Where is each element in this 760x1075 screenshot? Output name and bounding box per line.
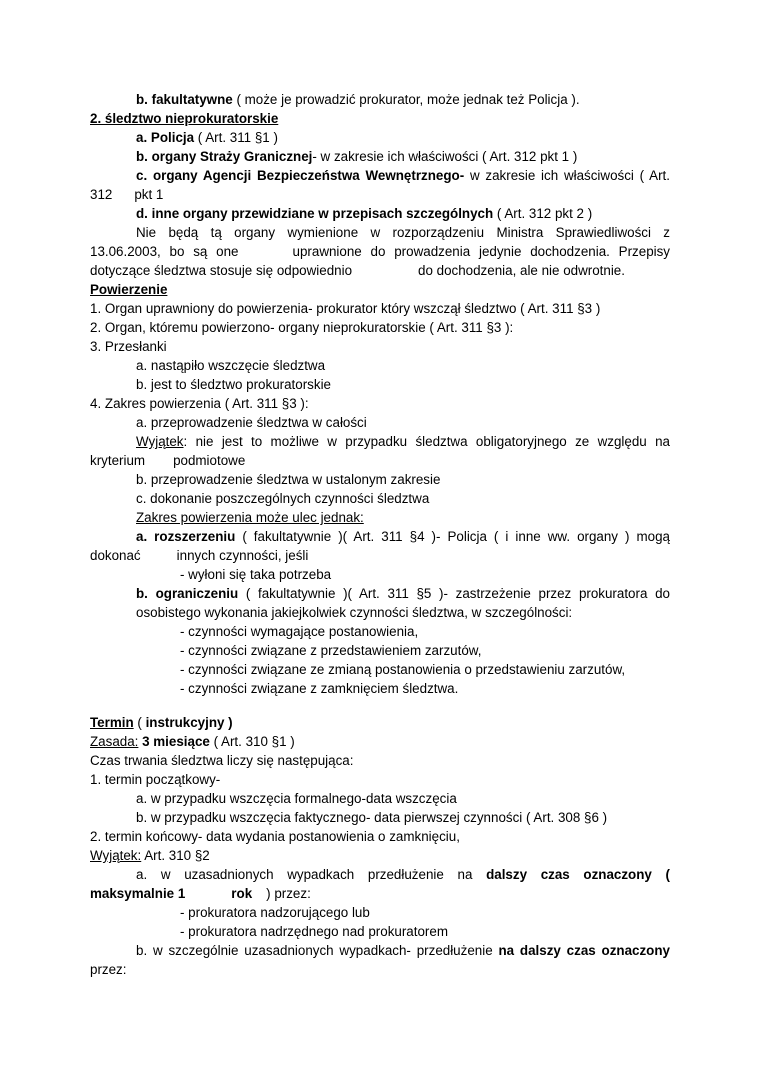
section-heading: 2. śledztwo nieprokuratorskie [90, 111, 279, 126]
text-line: dokonać innych czynności, jeśli [90, 548, 309, 563]
text-line: dotyczące śledztwa stosuje się odpowiednio do dochodzenia, ale nie odwrotnie. [90, 263, 625, 278]
text-line: 1. termin początkowy- [90, 772, 221, 787]
text-line: a. Policja ( Art. 311 §1 ) [136, 130, 278, 145]
text-line: a. nastąpiło wszczęcie śledztwa [136, 358, 326, 373]
text-line: d. inne organy przewidziane w przepisach szczególnych ( Art. 312 pkt 2 ) [136, 206, 593, 221]
text-line: c. dokonanie poszczególnych czynności śledztwa [136, 491, 430, 506]
text-line: Wyjątek: nie jest to możliwe w przypadku śledztwa obligatoryjnego ze względu na [136, 434, 670, 449]
text-line: b. jest to śledztwo prokuratorskie [136, 377, 331, 392]
list-item: - prokuratora nadrzędnego nad prokuratorem [180, 924, 448, 939]
text-line: Wyjątek: Art. 310 §2 [90, 848, 210, 863]
text-line: Nie będą tą organy wymienione w rozporządzeniu Ministra Sprawiedliwości z [136, 225, 670, 240]
list-item: - czynności wymagające postanowienia, [180, 624, 419, 639]
text-line: a. w przypadku wszczęcia formalnego-data wszczęcia [136, 791, 457, 806]
section-heading: Powierzenie [90, 282, 168, 297]
text-line: b. organy Straży Granicznej- w zakresie ich właściwości ( Art. 312 pkt 1 ) [136, 149, 578, 164]
text-line: Zakres powierzenia może ulec jednak: [136, 510, 364, 525]
text-line: 1. Organ uprawniony do powierzenia- prokurator który wszczął śledztwo ( Art. 311 §3 ) [90, 301, 601, 316]
text-line: b. ograniczeniu ( fakultatywnie )( Art. 311 §5 )- zastrzeżenie przez prokuratora do [136, 586, 670, 601]
text-line: 312 pkt 1 [90, 187, 164, 202]
text-line: przez: [90, 962, 127, 977]
text-line: b. przeprowadzenie śledztwa w ustalonym zakresie [136, 472, 441, 487]
text-line: osobistego wykonania jakiejkolwiek czynności śledztwa, w szczególności: [136, 605, 573, 620]
text-line: 13.06.2003, bo są one uprawnione do prowadzenia jedynie dochodzenia. Przepisy [90, 244, 671, 259]
text-line: Zasada: 3 miesiące ( Art. 310 §1 ) [90, 734, 295, 749]
text-line: 2. Organ, któremu powierzono- organy nieprokuratorskie ( Art. 311 §3 ): [90, 320, 514, 335]
section-heading: Termin ( instrukcyjny ) [90, 715, 233, 730]
text-line: 3. Przesłanki [90, 339, 167, 354]
text-line: b. fakultatywne ( może je prowadzić prokurator, może jednak też Policja ). [136, 92, 580, 107]
text-line: Czas trwania śledztwa liczy się następująca: [90, 753, 354, 768]
list-item: - czynności związane ze zmianą postanowienia o przedstawieniu zarzutów, [180, 662, 626, 677]
text-line: kryterium podmiotowe [90, 453, 246, 468]
text-line: a. w uzasadnionych wypadkach przedłużenie na dalszy czas oznaczony ( [136, 867, 671, 882]
text-line: maksymalnie 1 rok ) przez: [90, 886, 311, 901]
text-line: a. rozszerzeniu ( fakultatywnie )( Art. 311 §4 )- Policja ( i inne ww. organy ) mogą [136, 529, 670, 544]
list-item: - czynności związane z zamknięciem śledztwa. [180, 681, 459, 696]
text-line: - wyłoni się taka potrzeba [180, 567, 332, 582]
text-line: 2. termin końcowy- data wydania postanowienia o zamknięciu, [90, 829, 460, 844]
text-line: b. w szczególnie uzasadnionych wypadkach- przedłużenie na dalszy czas oznaczony [136, 943, 670, 958]
text-line: b. w przypadku wszczęcia faktycznego- data pierwszej czynności ( Art. 308 §6 ) [136, 810, 608, 825]
text-line: a. przeprowadzenie śledztwa w całości [136, 415, 367, 430]
text-line: c. organy Agencji Bezpieczeństwa Wewnętrznego- w zakresie ich właściwości ( Art. [136, 168, 670, 183]
list-item: - prokuratora nadzorującego lub [180, 905, 370, 920]
list-item: - czynności związane z przedstawieniem zarzutów, [180, 643, 482, 658]
text-line: 4. Zakres powierzenia ( Art. 311 §3 ): [90, 396, 309, 411]
